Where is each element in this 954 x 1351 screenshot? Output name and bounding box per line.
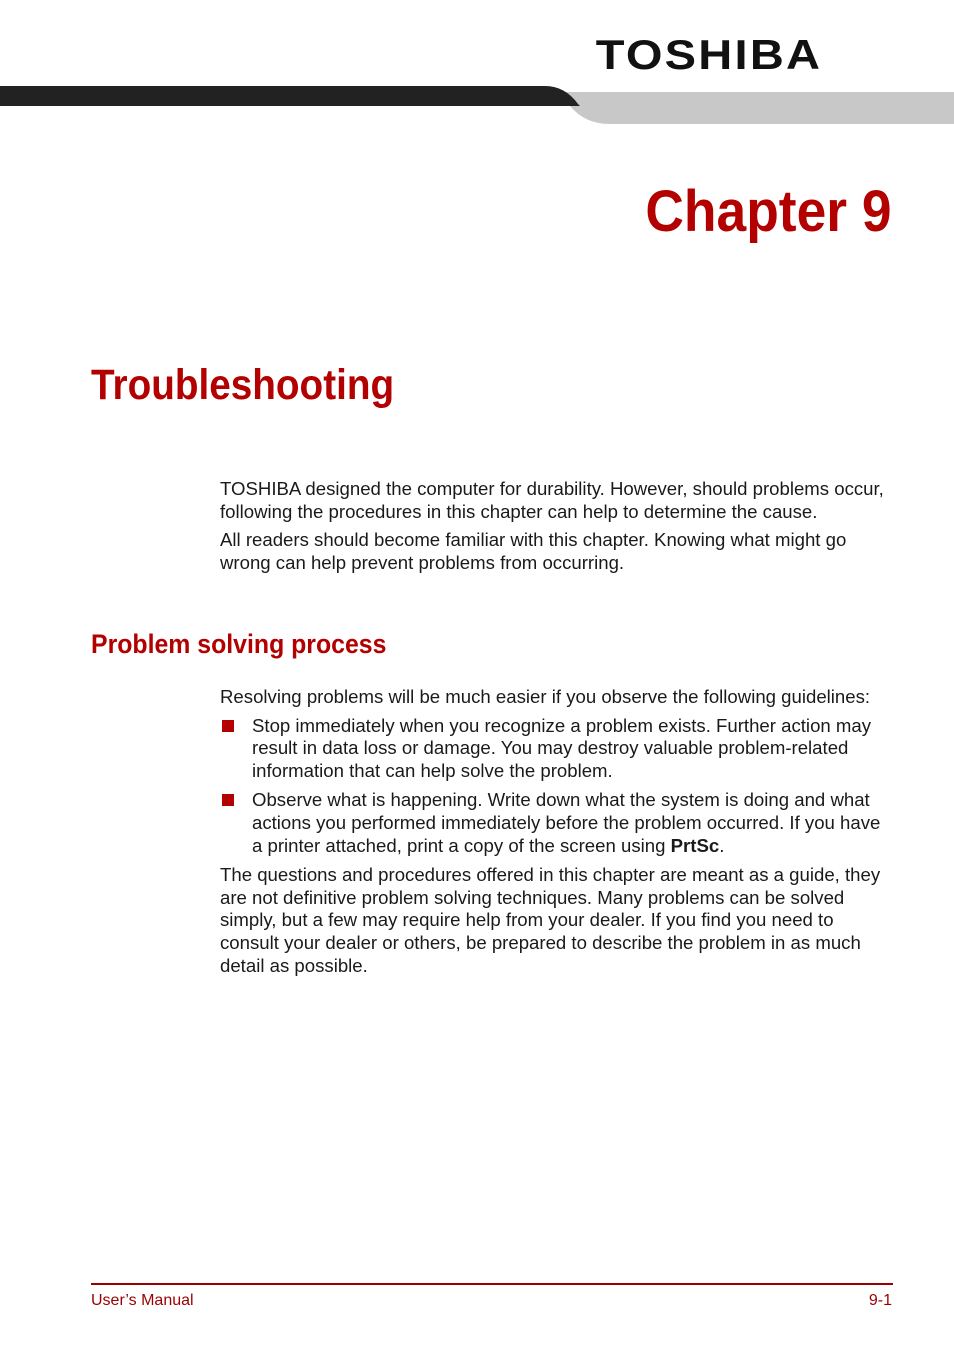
square-bullet-icon (222, 794, 234, 806)
list-item (220, 715, 895, 783)
process-text (220, 686, 895, 977)
intro-paragraph: All readers should become familiar with this chapter. Knowing what might go wrong can help prevent problems from occurring. (220, 529, 847, 573)
list-item-text: Observe what is happening. Write down what the system is doing and what actions you performed immediately before the problem occurred. If you have a printer attached, print a copy of the screen using (252, 789, 881, 856)
lead-paragraph: Resolving problems will be much easier if you observe the following guidelines: (220, 686, 871, 707)
closing-paragraph: The questions and procedures offered in this chapter are meant as a guide, they are not definitive problem solving techniques. Many problems can be solved simply, but a few may require help from your dealer. If you find you need to consult your dealer or others, be prepared to describe the problem in as much detail as possible. (220, 864, 881, 976)
header-band-dark (0, 86, 580, 106)
header-band (0, 84, 954, 128)
square-bullet-icon (222, 720, 234, 732)
intro-text (220, 478, 895, 574)
intro-paragraph: TOSHIBA designed the computer for durability. However, should problems occur, following the procedures in this chapter can help to determine the cause. (220, 478, 884, 522)
guideline-list (220, 715, 895, 858)
key-name: PrtSc (670, 834, 720, 856)
section-title: Troubleshooting (91, 361, 395, 409)
subsection-title: Problem solving process (91, 629, 387, 659)
header-band-light (560, 92, 954, 124)
list-item-text: Stop immediately when you recognize a problem exists. Further action may result in data loss or damage. You may destroy valuable problem-related information that can help solve the problem. (252, 714, 872, 781)
list-item-text-end: . (719, 834, 725, 856)
brand-logo: TOSHIBA (595, 31, 822, 78)
list-item (220, 789, 895, 857)
footer-divider (91, 1283, 893, 1285)
footer-manual-title: User’s Manual (91, 1292, 194, 1309)
page-number: 9-1 (868, 1292, 892, 1309)
chapter-title: Chapter 9 (645, 179, 892, 244)
